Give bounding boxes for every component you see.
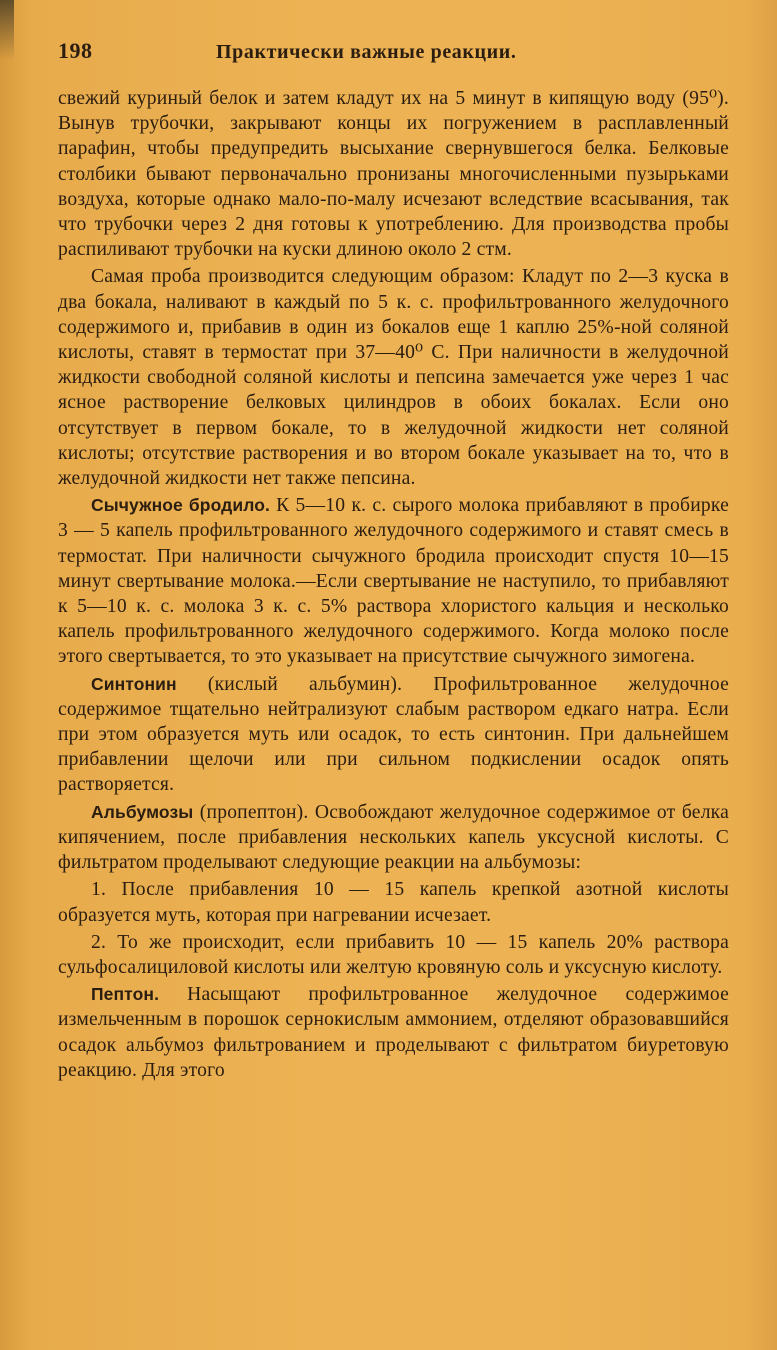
paragraph-text: К 5—10 к. с. сырого молока прибавляют в пробирке 3 — 5 капель профильтрованного желудочного содержимого и ставят смесь в термостат. При наличности сычужного бродила происходит спустя 10—15 минут свертывание молока.—Если свертывание не наступило, то прибавляют к 5—10 к. с. молока 3 к. с. 5% раствора хлористого кальция и несколько капель профильтрованного желудочного содержимого. Когда молоко после этого свертывается, то это указывает на присутствие сычужного зимогена.	[58, 495, 730, 668]
term-heading: Альбумозы	[91, 801, 194, 822]
paragraph-albumoses	[58, 800, 729, 876]
paragraph-syntonin	[58, 672, 729, 798]
running-title: Практически важные реакции.	[216, 41, 517, 63]
page-body	[58, 86, 729, 1083]
page-header	[58, 38, 729, 78]
paragraph-reaction-1	[58, 877, 729, 927]
paragraph-peptone	[58, 982, 729, 1083]
paragraph-text: 1. После прибавления 10 — 15 капель крепкой азотной кислоты образуется муть, которая при нагревании исчезает.	[58, 879, 729, 926]
page-number: 198	[58, 38, 93, 63]
paragraph-text: Насыщают профильтрованное желудочное содержимое измельченным в порошок сернокислым аммонием, отделяют образовавшийся осадок альбумоз фильтрованием и проделывают с фильтратом биуретовую реакцию. Для этого	[58, 984, 729, 1081]
paragraph-text: 2. То же происходит, если прибавить 10 — 15 капель 20% раствора сульфосалициловой кислоты или желтую кровяную соль и уксусную кислоту.	[58, 931, 729, 978]
term-heading: Синтонин	[91, 673, 177, 694]
page-corner-shadow	[0, 0, 14, 60]
paragraph-text: Самая проба производится следующим образом: Кладут по 2—3 куска в два бокала, наливают в каждый по 5 к. с. профильтрованного желудочного содержимого и, прибавив в один из бокалов еще 1 каплю 25%-ной соляной кислоты, ставят в термостат при 37—40⁰ С. При наличности в желудочной жидкости свободной соляной кислоты и пепсина замечается уже через 1 час ясное растворение белковых цилиндров в обоих бокалах. Если оно отсутствует в первом бокале, то в желудочной жидкости нет соляной кислоты; отсутствие растворения и во втором бокале указывает на то, что в желудочной жидкости нет также пепсина.	[58, 266, 729, 490]
term-heading: Сычужное бродило.	[91, 495, 270, 516]
paragraph-reaction-2	[58, 930, 729, 980]
term-heading: Пептон.	[91, 984, 160, 1005]
paragraph-rennet	[58, 493, 729, 669]
paragraph-text: (кислый альбумин). Профильтрованное желудочное содержимое тщательно нейтрализуют слабым раствором едкаго натра. Если при этом образуется муть или осадок, то есть синтонин. При дальнейшем прибавлении щелочи или при сильном подкислении осадок опять растворяется.	[58, 673, 729, 796]
paragraph-text: свежий куриный белок и затем кладут их на 5 минут в кипящую воду (95⁰). Вынув трубочки, закрывают концы их погружением в расплавленный парафин, чтобы предупредить высыхание свернувшегося белка. Белковые столбики бывают первоначально пронизаны многочисленными пузырьками воздуха, которые однако мало-по-малу исчезают вследствие всасывания, так что трубочки через 2 дня готовы к употреблению. Для производства пробы распиливают трубочки на куски длиною около 2 стм.	[58, 88, 729, 261]
paragraph-test-procedure	[58, 264, 729, 491]
paragraph-continuation	[58, 86, 729, 262]
paragraph-text: (пропептон). Освобождают желудочное содержимое от белка кипячением, после прибавления нескольких капель уксусной кислоты. С фильтратом проделывают следующие реакции на альбумозы:	[58, 801, 729, 874]
